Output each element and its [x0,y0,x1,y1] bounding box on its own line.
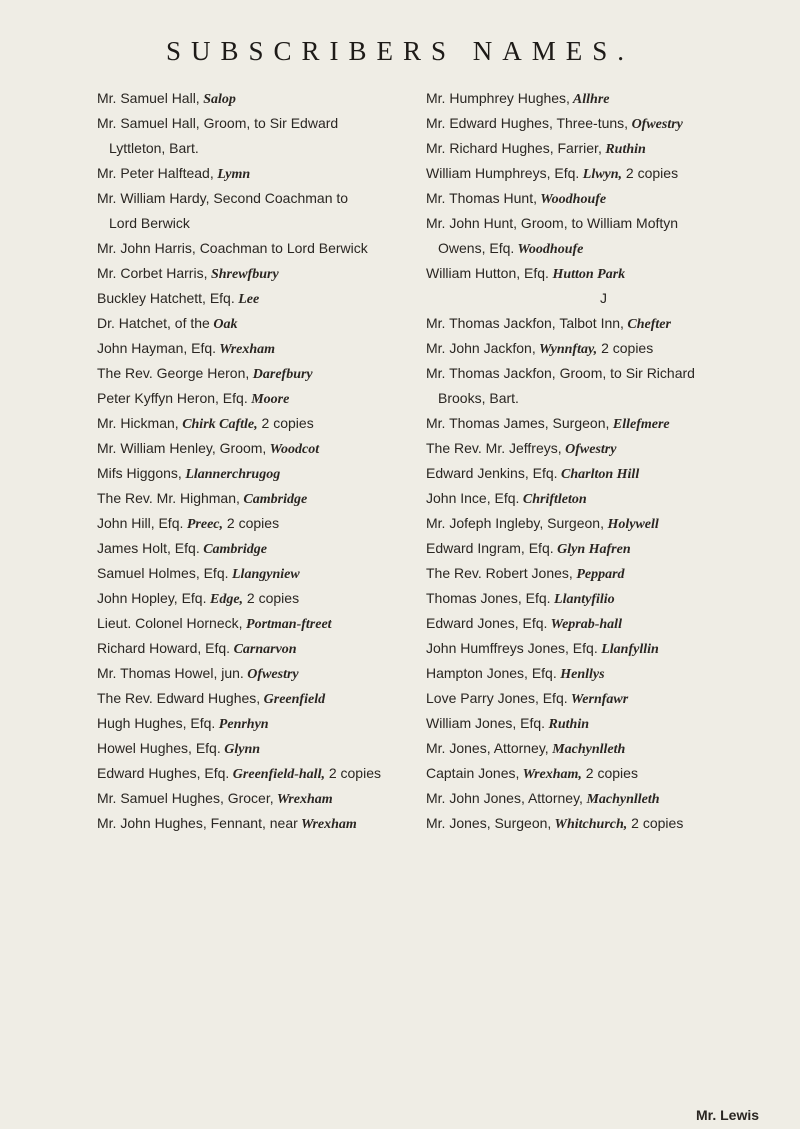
subscriber-name: William Humphreys, Efq. [426,165,580,181]
subscriber-name: Dr. Hatchet, of the [97,315,210,331]
subscriber-place: Whitchurch, [551,817,628,832]
subscriber-entry [97,561,452,586]
subscriber-place: Machynlleth [548,742,626,757]
subscriber-entry [426,136,781,161]
subscriber-place: Edge, [206,592,244,607]
subscriber-name: Hampton Jones, Efq. [426,665,557,681]
subscriber-name: Howel Hughes, Efq. [97,740,221,756]
subscriber-entry [426,436,781,461]
subscriber-name: John Humffreys Jones, Efq. [426,640,598,656]
subscriber-place: Preec, [183,517,224,532]
subscriber-entry [97,586,452,611]
subscriber-name: Lord Berwick [109,215,190,231]
subscriber-entry [426,736,781,761]
subscriber-name: Mr. Jones, Surgeon, [426,815,552,831]
subscriber-entry [97,736,452,761]
subscriber-place: Chefter [623,317,671,332]
subscriber-place: Glynn [220,742,261,757]
subscriber-place: Llantyfilio [550,592,615,607]
subscriber-entry [97,161,452,186]
subscriber-name: Edward Jones, Efq. [426,615,548,631]
subscriber-place: Holywell [603,517,659,532]
subscriber-entry [97,286,452,311]
subscriber-place: Charlton Hill [557,467,640,482]
subscriber-place: Oak [209,317,238,332]
subscriber-place: Ruthin [601,142,646,157]
subscriber-place: Lymn [213,167,251,182]
subscriber-entry [426,236,781,261]
subscriber-entry [426,86,781,111]
subscriber-name: William Hutton, Efq. [426,265,549,281]
subscriber-entry [426,711,781,736]
subscriber-entry [426,186,781,211]
subscriber-copies: 2 copies [627,815,684,831]
subscriber-entry [426,511,781,536]
subscriber-place: Ofwestry [243,667,299,682]
subscriber-entry [97,461,452,486]
subscriber-name: Mr. Humphrey Hughes, [426,90,570,106]
subscriber-name: Mr. William Hardy, Second Coachman to [97,190,349,206]
subscriber-entry [97,536,452,561]
subscriber-copies: 2 copies [243,590,300,606]
subscriber-name: Mr. Samuel Hall, Groom, to Sir Edward [97,115,339,131]
subscriber-place: Woodhoufe [537,192,607,207]
subscriber-entry [97,386,452,411]
subscriber-name: Brooks, Bart. [438,390,519,406]
subscriber-name: Peter Kyffyn Heron, Efq. [97,390,248,406]
subscriber-name: Samuel Holmes, Efq. [97,565,229,581]
subscriber-entry [426,661,781,686]
subscriber-name: Mr. William Henley, Groom, [97,440,267,456]
subscriber-place: Ruthin [545,717,590,732]
subscriber-entry [426,111,781,136]
subscriber-copies: 2 copies [597,340,654,356]
subscriber-name: Buckley Hatchett, Efq. [97,290,235,306]
subscriber-entry [97,336,452,361]
subscriber-place: Ellefmere [609,417,670,432]
subscriber-place: Cambridge [199,542,267,557]
subscriber-name: The Rev. Robert Jones, [426,565,573,581]
subscriber-place: Wrexham [216,342,276,357]
subscriber-name: Love Parry Jones, Efq. [426,690,568,706]
subscriber-name: Edward Ingram, Efq. [426,540,554,556]
subscriber-name: The Rev. Edward Hughes, [97,690,261,706]
subscriber-name: Mr. Jofeph Ingleby, Surgeon, [426,515,604,531]
subscriber-entry [97,361,452,386]
subscriber-place: Weprab-hall [547,617,622,632]
subscriber-place: Chirk Caftle, [178,417,258,432]
subscriber-name: Owens, Efq. [438,240,515,256]
subscriber-place: Wrexham [297,817,357,832]
subscriber-place: Ofwestry [561,442,617,457]
subscriber-place: Llwyn, [579,167,623,182]
subscriber-name: The Rev. George Heron, [97,365,250,381]
subscriber-name: Mr. Thomas Hunt, [426,190,538,206]
subscriber-name: James Holt, Efq. [97,540,200,556]
subscriber-name: The Rev. Mr. Highman, [97,490,240,506]
subscriber-entry [97,686,452,711]
subscriber-name: Mr. Peter Halftead, [97,165,214,181]
subscriber-name: Mr. Hickman, [97,415,179,431]
subscriber-name: Mifs Higgons, [97,465,182,481]
subscriber-entry [97,236,452,261]
subscriber-place: Wernfawr [567,692,629,707]
subscriber-entry [97,211,452,236]
subscriber-place: Portman-ftreet [242,617,332,632]
subscriber-entry [426,536,781,561]
subscriber-entry [426,686,781,711]
subscriber-entry [426,286,781,311]
subscriber-place: Machynlleth [582,792,660,807]
page-title: SUBSCRIBERS NAMES. [165,36,635,66]
subscriber-name: John Hayman, Efq. [97,340,217,356]
subscriber-name: John Hopley, Efq. [97,590,207,606]
subscriber-place: Moore [247,392,290,407]
subscriber-name: Lyttleton, Bart. [109,140,199,156]
subscriber-name: Mr. Thomas James, Surgeon, [426,415,610,431]
subscriber-entry [426,161,781,186]
subscriber-name: Mr. Richard Hughes, Farrier, [426,140,602,156]
subscriber-name: Lieut. Colonel Horneck, [97,615,243,631]
subscriber-entry [426,261,781,286]
subscriber-entry [97,661,452,686]
subscriber-place: Greenfield [260,692,326,707]
subscriber-name: Mr. Samuel Hall, [97,90,200,106]
subscriber-entry [97,186,452,211]
subscriber-entry [97,311,452,336]
subscriber-name: Mr. John Harris, Coachman to Lord Berwick [97,240,368,256]
subscriber-place: Cambridge [239,492,308,507]
subscriber-place: Wrexham [273,792,333,807]
subscriber-place: Greenfield-hall, [229,767,325,782]
subscriber-copies: 2 copies [257,415,314,431]
subscriber-place: Wrexham, [519,767,582,782]
subscriber-name: Mr. John Hunt, Groom, to William Moftyn [426,215,679,231]
subscriber-copies: 2 copies [581,765,638,781]
subscriber-name: Hugh Hughes, Efq. [97,715,216,731]
subscriber-name: William Jones, Efq. [426,715,546,731]
subscriber-entry [426,311,781,336]
subscriber-name: Mr. John Hughes, Fennant, near [97,815,298,831]
subscriber-copies: 2 copies [622,165,679,181]
subscriber-name: Mr. Thomas Jackfon, Talbot Inn, [426,315,624,331]
subscriber-place: Henllys [556,667,605,682]
subscriber-place: Hutton Park [548,267,626,282]
subscriber-entry [97,411,452,436]
subscriber-place: Salop [199,92,236,107]
subscriber-place: Allhre [569,92,610,107]
subscriber-entry [97,786,452,811]
subscriber-column-right [426,86,781,836]
subscriber-place: Lee [234,292,260,307]
subscriber-entry [426,811,781,836]
subscriber-entry [426,761,781,786]
subscriber-name: John Hill, Efq. [97,515,184,531]
subscriber-entry [426,486,781,511]
subscriber-place: Woodcot [266,442,320,457]
subscriber-name: Mr. Corbet Harris, [97,265,208,281]
subscriber-name: Edward Jenkins, Efq. [426,465,558,481]
subscriber-place: Ofwestry [628,117,683,132]
subscriber-name: Mr. John Jackfon, [426,340,536,356]
catchword: Mr. Lewis [696,1107,760,1123]
subscriber-copies: 2 copies [324,765,381,781]
subscriber-entry [97,511,452,536]
subscriber-copies: 2 copies [223,515,280,531]
subscriber-name: Mr. Jones, Attorney, [426,740,549,756]
subscriber-name: Richard Howard, Efq. [97,640,231,656]
subscriber-entry [97,811,452,836]
subscriber-place: Penrhyn [215,717,269,732]
subscriber-name: Mr. Samuel Hughes, Grocer, [97,790,274,806]
subscriber-place: Darefbury [249,367,313,382]
subscriber-name: Mr. John Jones, Attorney, [426,790,583,806]
subscriber-entry [426,611,781,636]
subscriber-place: Chriftleton [519,492,587,507]
subscriber-entry [426,386,781,411]
subscriber-entry [97,711,452,736]
subscriber-entry [426,211,781,236]
subscriber-name: The Rev. Mr. Jeffreys, [426,440,562,456]
subscriber-name: J [600,290,607,306]
subscriber-place: Carnarvon [230,642,297,657]
subscriber-entry [426,586,781,611]
subscriber-entry [426,561,781,586]
subscriber-entry [97,436,452,461]
subscriber-entry [97,636,452,661]
subscriber-place: Woodhoufe [514,242,584,257]
subscriber-name: Mr. Edward Hughes, Three-tuns, [426,115,629,131]
subscriber-entry [426,461,781,486]
subscriber-name: Mr. Thomas Jackfon, Groom, to Sir Richard [426,365,695,381]
subscriber-name: Captain Jones, [426,765,520,781]
subscriber-name: Thomas Jones, Efq. [426,590,551,606]
subscriber-entry [97,261,452,286]
subscriber-place: Llangyniew [228,567,300,582]
subscriber-place: Shrewfbury [207,267,279,282]
subscriber-entry [97,761,452,786]
subscriber-place: Llannerchrugog [181,467,281,482]
subscriber-name: John Ince, Efq. [426,490,520,506]
subscriber-column-left [97,86,452,836]
subscriber-entry [97,136,452,161]
subscriber-entry [97,111,452,136]
subscriber-place: Llanfyllin [597,642,659,657]
subscriber-place: Peppard [572,567,625,582]
subscriber-entry [426,336,781,361]
subscriber-place: Glyn Hafren [553,542,631,557]
subscriber-name: Edward Hughes, Efq. [97,765,230,781]
subscriber-place: Wynnftay, [535,342,598,357]
subscriber-name: Mr. Thomas Howel, jun. [97,665,244,681]
subscriber-entry [426,636,781,661]
subscriber-entry [426,786,781,811]
subscriber-entry [97,611,452,636]
subscriber-entry [97,86,452,111]
subscriber-entry [426,411,781,436]
subscriber-entry [426,361,781,386]
subscriber-entry [97,486,452,511]
